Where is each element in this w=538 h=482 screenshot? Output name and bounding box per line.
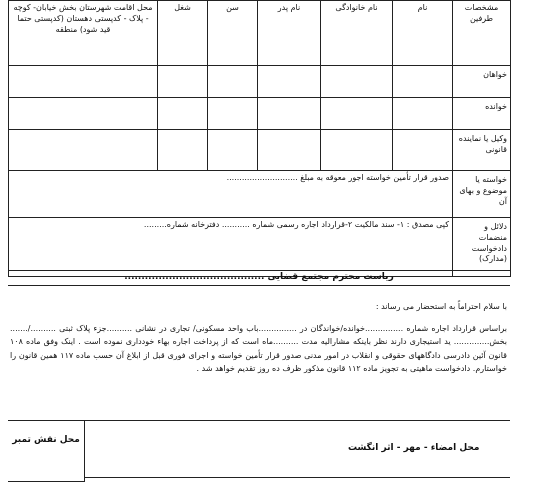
attorney-residence[interactable] bbox=[9, 130, 158, 171]
stamp-label: محل نقش تمبر bbox=[12, 435, 80, 445]
plaintiff-job[interactable] bbox=[158, 66, 208, 98]
defendant-job[interactable] bbox=[158, 98, 208, 130]
defendant-residence[interactable] bbox=[9, 98, 158, 130]
parties-spec-header: مشخصات طرفین bbox=[453, 1, 511, 66]
divider bbox=[85, 477, 510, 478]
plaintiff-father-name[interactable] bbox=[258, 66, 321, 98]
plaintiff-age[interactable] bbox=[208, 66, 258, 98]
father-name-header: نام پدر bbox=[258, 1, 321, 66]
defendant-label: خوانده bbox=[453, 98, 511, 130]
parties-table bbox=[8, 0, 511, 277]
defendant-age[interactable] bbox=[208, 98, 258, 130]
plaintiff-residence[interactable] bbox=[9, 66, 158, 98]
attorney-first-name[interactable] bbox=[393, 130, 453, 171]
evidence-text: کپی مصدق : ۱- سند مالکیت ۲-قرارداد اجاره رسمی شماره ........... دفترخانه شماره......... bbox=[9, 218, 453, 277]
petition-body bbox=[10, 300, 507, 384]
residence-header: محل اقامت شهرستان بخش خیابان- کوچه - پلاک - کدپستی دهستان (کدپستی حتما قید شود) منطقه bbox=[9, 1, 158, 66]
court-heading bbox=[8, 270, 510, 286]
defendant-father-name[interactable] bbox=[258, 98, 321, 130]
paragraph-main: براساس قرارداد اجاره شماره ...............خوانده/خواندگان در ...............باب واحد مسکونی/ تجاری در نشانی ..........جزء پلاک ثبتی ........../....... بخش.............. ید استیجاری دارند نظر باینکه مشارالیه مدت ..........ماه است که از پرداخت اجاره بهاء خودداری نموده است . اینک وفق ماده ۱۰۸ قانون آئین دادرسی دادگاههای حقوقی و انقلاب در امور مدنی صدور قرار تأمین خواسته و اجرای فوری قبل از ابلاغ آن حسب ماده ۱۱۷ همین قانون را خواستارم. دادخواست ماهیتی به تجویز ماده ۱۱۲ قانون مذکور ظرف ده روز تقدیم خواهد شد . bbox=[10, 323, 507, 374]
attorney-job[interactable] bbox=[158, 130, 208, 171]
greeting: با سلام احتراماً به استحضار می رساند : bbox=[375, 302, 507, 311]
signature-label: محل امضاء - مهر - اثر انگشت bbox=[348, 443, 480, 453]
attorney-last-name[interactable] bbox=[321, 130, 393, 171]
stamp-box bbox=[8, 421, 85, 482]
attorney-label: وکیل یا نماینده قانونی bbox=[453, 130, 511, 171]
defendant-last-name[interactable] bbox=[321, 98, 393, 130]
defendant-first-name[interactable] bbox=[393, 98, 453, 130]
signature-area bbox=[8, 420, 510, 481]
plaintiff-last-name[interactable] bbox=[321, 66, 393, 98]
evidence-label: دلائل و منضمات دادخواست (مدارک) bbox=[453, 218, 511, 277]
last-name-header: نام خانوادگی bbox=[321, 1, 393, 66]
plaintiff-label: خواهان bbox=[453, 66, 511, 98]
age-header: سن bbox=[208, 1, 258, 66]
request-text: صدور قرار تأمین خواسته اجور معوقه به مبلغ ............................ bbox=[9, 171, 453, 218]
job-header: شغل bbox=[158, 1, 208, 66]
plaintiff-first-name[interactable] bbox=[393, 66, 453, 98]
first-name-header: نام bbox=[393, 1, 453, 66]
attorney-father-name[interactable] bbox=[258, 130, 321, 171]
request-label: خواسته یا موضوع و بهای آن bbox=[453, 171, 511, 218]
court-heading-text: ریاست محترم مجتمع قضایی ......................................... bbox=[124, 272, 394, 282]
attorney-age[interactable] bbox=[208, 130, 258, 171]
